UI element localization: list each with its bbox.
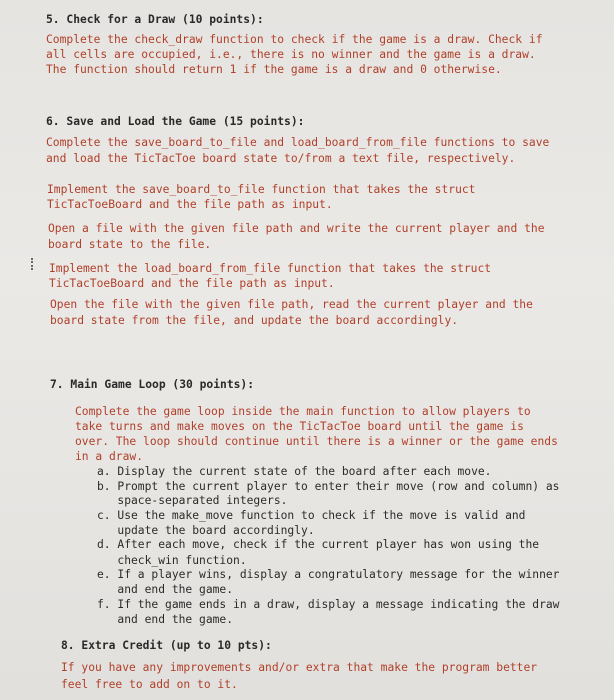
section-8-line: feel free to add on to it.: [61, 678, 238, 691]
section-6-line: Implement the load_board_from_file function that takes the struct: [49, 262, 492, 275]
section-5-heading: 5. Check for a Draw (10 points):: [46, 13, 264, 26]
section-7-intro-line: over. The loop should continue until there is a winner or the game ends: [75, 435, 558, 448]
section-8-line: If you have any improvements and/or extra that make the program better: [61, 661, 538, 674]
section-5-line: The function should return 1 if the game is a draw and 0 otherwise.: [46, 63, 502, 76]
section-7-list-item: and end the game.: [97, 613, 234, 626]
section-7-list-item: space-separated integers.: [97, 494, 288, 507]
section-5-line: Complete the check_draw function to check if the game is a draw. Check if: [46, 33, 543, 46]
section-7-list-item: and end the game.: [97, 583, 234, 596]
section-6-line: Complete the save_board_to_file and load_board_from_file functions to save: [46, 136, 550, 149]
section-7-list-item: check_win function.: [97, 554, 247, 567]
section-6-line: TicTacToeBoard and the file path as input.: [47, 198, 333, 211]
section-7-list-item: b. Prompt the current player to enter their move (row and column) as: [97, 480, 560, 493]
section-6-line: and load the TicTacToe board state to/from a text file, respectively.: [46, 152, 516, 165]
section-6-line: Implement the save_board_to_file function that takes the struct: [47, 183, 476, 196]
section-7-list-item: a. Display the current state of the board after each move.: [97, 465, 492, 478]
section-6-line: Open the file with the given file path, read the current player and the: [50, 298, 533, 311]
section-7-list-item: update the board accordingly.: [97, 524, 315, 537]
section-5-line: all cells are occupied, i.e., there is no winner and the game is a draw.: [46, 48, 536, 61]
section-7-list-item: d. After each move, check if the current player has won using the: [97, 538, 540, 551]
section-7-heading: 7. Main Game Loop (30 points):: [50, 378, 255, 391]
section-7-intro-line: Complete the game loop inside the main function to allow players to: [75, 405, 531, 418]
section-6-line: Open a file with the given file path and write the current player and the: [48, 222, 545, 235]
section-7-intro-line: in a draw.: [75, 450, 144, 463]
section-7-list-item: c. Use the make_move function to check if the move is valid and: [97, 509, 526, 522]
section-6-line: board state to the file.: [48, 238, 212, 251]
section-7-list-item: f. If the game ends in a draw, display a message indicating the draw: [97, 598, 560, 611]
section-6-line: TicTacToeBoard and the file path as input.: [49, 277, 335, 290]
section-7-list-item: e. If a player wins, display a congratulatory message for the winner: [97, 568, 560, 581]
section-7-intro-line: take turns and make moves on the TicTacToe board until the game is: [75, 420, 524, 433]
section-6-heading: 6. Save and Load the Game (15 points):: [46, 115, 305, 128]
bullet-marker: [31, 258, 37, 270]
section-6-line: board state from the file, and update the board accordingly.: [50, 314, 459, 327]
section-8-heading: 8. Extra Credit (up to 10 pts):: [61, 639, 272, 652]
